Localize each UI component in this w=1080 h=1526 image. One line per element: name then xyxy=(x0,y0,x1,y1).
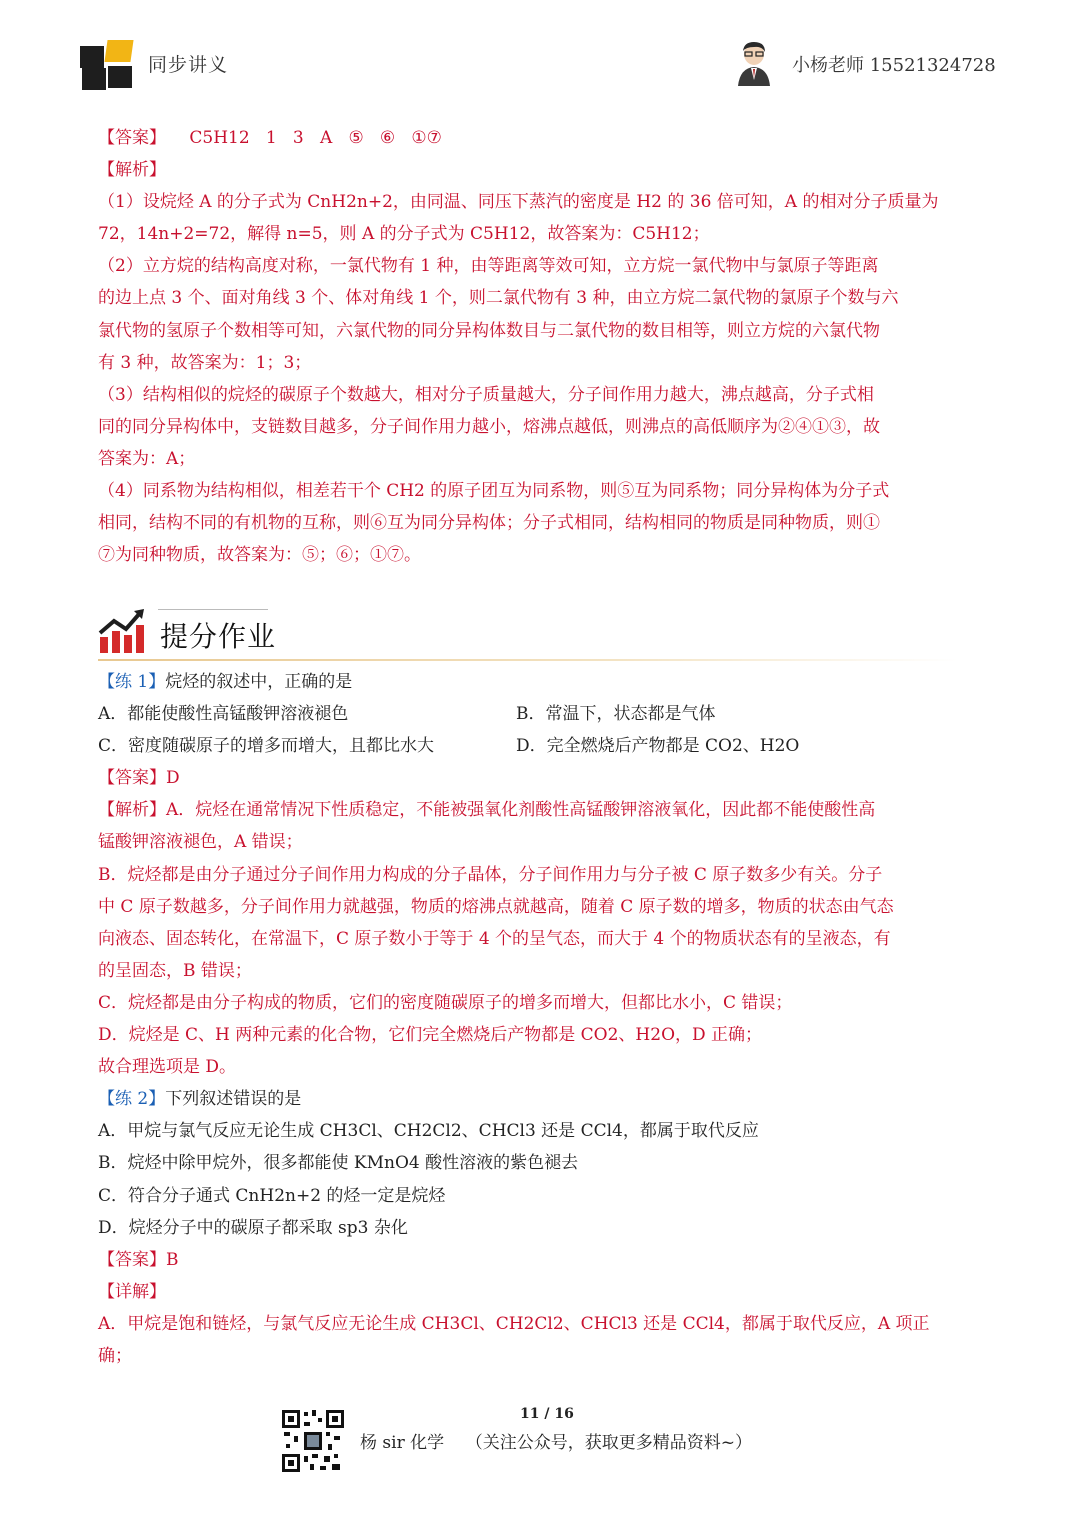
exercise1-option-c: C．密度随碳原子的增多而增大，且都比水大 xyxy=(98,736,435,757)
exercise1-answer-value: D xyxy=(166,768,180,789)
exercise1-analysis-b1: B．烷烃都是由分子通过分子间作用力构成的分子晶体，分子间作用力与分子被 C 原子数多少有关。分子 xyxy=(98,864,883,885)
exercise1-options-row2 xyxy=(98,730,982,762)
exercise1-analysis-b3: 向液态、固态转化，在常温下，C 原子数小于等于 4 个的呈气态，而大于 4 个的物质状态有的呈液态，有 xyxy=(98,928,891,949)
exercise2-answer-value: B xyxy=(166,1249,179,1270)
page-footer xyxy=(0,1400,1080,1480)
exercise1-question xyxy=(98,666,982,698)
exercise1-label: 【练 1】 xyxy=(98,672,166,692)
exercise2-option-a: A．甲烷与氯气反应无论生成 CH3Cl、CH2Cl2、CHCl3 还是 CCl4，都属于取代反应 xyxy=(98,1121,759,1142)
exercise2-detail-label: 【详解】 xyxy=(98,1281,166,1302)
exercise2-option-c: C．符合分子通式 CnH2n+2 的烃一定是烷烃 xyxy=(98,1185,446,1206)
exercise1-options-row1 xyxy=(98,698,982,730)
footer-text: 杨 sir 化学 （关注公众号，获取更多精品资料~） xyxy=(360,1433,752,1453)
exercise1-analysis-b4: 的呈固态，B 错误； xyxy=(98,960,252,981)
teacher-contact: 小杨老师 15521324728 xyxy=(792,55,996,76)
exercise-section xyxy=(98,666,982,1372)
exercise1-analysis-d1: D．烷烃是 C、H 两种元素的化合物，它们完全燃烧后产物都是 CO2、H2O，D 正确； xyxy=(98,1025,763,1046)
exercise1-answer xyxy=(98,762,982,794)
exercise1-analysis-label: 【解析】 xyxy=(98,800,166,821)
analysis-p2-line3: 氯代物的氢原子个数相等可知，六氯代物的同分异构体数目与二氯代物的数目相等，则立方烷的六氯代物 xyxy=(98,320,880,341)
exercise2-option-b: B．烷烃中除甲烷外，很多都能使 KMnO4 酸性溶液的紫色褪去 xyxy=(98,1153,579,1174)
section-title: 提分作业 xyxy=(160,620,277,653)
analysis-p4-line2: 相同，结构不同的有机物的互称，则⑥互为同分异构体；分子式相同，结构相同的物质是同种物质，则① xyxy=(98,513,880,534)
answer-line xyxy=(98,122,982,154)
exercise1-analysis-a1 xyxy=(98,794,982,826)
exercise2-detail-line2: 确； xyxy=(98,1345,132,1366)
analysis-p1-line1: （1）设烷烃 A 的分子式为 CnH2n+2，由同温、同压下蒸汽的密度是 H2 的 36 倍可知，A 的相对分子质量为 xyxy=(98,192,939,213)
page-header xyxy=(0,0,1080,110)
exercise1-question-text: 烷烃的叙述中，正确的是 xyxy=(165,672,353,692)
analysis-p4-line3: ⑦为同种物质，故答案为：⑤；⑥；①⑦。 xyxy=(98,545,421,566)
answer-label: 【答案】 xyxy=(98,128,166,148)
exercise1-analysis-b2: 中 C 原子数越多，分子间作用力就越强，物质的熔沸点就越高，随着 C 原子数的增多，物质的状态由气态 xyxy=(98,896,894,917)
exercise1-option-b: B．常温下，状态都是气体 xyxy=(516,704,716,725)
analysis-p4-line1: （4）同系物为结构相似，相差若干个 CH2 的原子团互为同系物，则⑤互为同系物；同分异构体为分子式 xyxy=(98,481,890,502)
logo-icon xyxy=(80,40,136,90)
analysis-p3-line2: 同的同分异构体中，支链数目越多，分子间作用力越小，熔沸点越低，则沸点的高低顺序为②④①③，故 xyxy=(98,416,880,437)
exercise2-answer xyxy=(98,1244,982,1276)
exercise1-option-d: D．完全燃烧后产物都是 CO2、H2O xyxy=(516,736,800,757)
analysis-p1-line2: 72，14n+2=72，解得 n=5，则 A 的分子式为 C5H12，故答案为：C5H12； xyxy=(98,224,710,245)
exercise2-detail-line1: A．甲烷是饱和链烃，与氯气反应无论生成 CH3Cl、CH2Cl2、CHCl3 还是 CCl4，都属于取代反应，A 项正 xyxy=(98,1313,930,1334)
analysis-label: 【解析】 xyxy=(98,160,166,181)
exercise1-analysis-c1: C．烷烃都是由分子构成的物质，它们的密度随碳原子的增多而增大，但都比水小，C 错误； xyxy=(98,992,793,1013)
analysis-p2-line4: 有 3 种，故答案为：1；3； xyxy=(98,352,312,373)
growth-chart-icon xyxy=(98,607,146,655)
exercise1-analysis-a1-text: A．烷烃在通常情况下性质稳定，不能被强氧化剂酸性高锰酸钾溶液氧化，因此都不能使酸性高 xyxy=(166,800,876,821)
qr-code-icon[interactable] xyxy=(280,1408,346,1474)
exercise2-label: 【练 2】 xyxy=(98,1089,166,1110)
analysis-p2-line2: 的边上点 3 个、面对角线 3 个、体对角线 1 个，则二氯代物有 3 种，由立方烷二氯代物的氯原子个数与六 xyxy=(98,288,899,309)
header-title: 同步讲义 xyxy=(148,54,229,76)
exercise2-answer-label: 【答案】 xyxy=(98,1249,166,1270)
exercise1-option-a: A．都能使酸性高锰酸钾溶液褪色 xyxy=(98,704,349,725)
answer-values: C5H12 1 3 A ⑤ ⑥ ①⑦ xyxy=(189,128,442,148)
exercise2-option-d: D．烷烃分子中的碳原子都采取 sp3 杂化 xyxy=(98,1217,408,1238)
analysis-p3-line1: （3）结构相似的烷烃的碳原子个数越大，相对分子质量越大，分子间作用力越大，沸点越高，分子式相 xyxy=(98,384,874,405)
analysis-p3-line3: 答案为：A； xyxy=(98,448,196,469)
teacher-avatar-icon xyxy=(734,40,774,86)
page-number: 11 / 16 xyxy=(520,1406,574,1422)
exercise2-question-text: 下列叙述错误的是 xyxy=(165,1089,302,1110)
exercise2-question xyxy=(98,1083,982,1115)
analysis-p2-line1: （2）立方烷的结构高度对称，一氯代物有 1 种，由等距离等效可知，立方烷一氯代物中与氯原子等距离 xyxy=(98,256,879,277)
answer-section xyxy=(98,122,982,571)
section-header xyxy=(98,605,958,661)
exercise1-analysis-a2: 锰酸钾溶液褪色，A 错误； xyxy=(98,832,303,853)
exercise1-answer-label: 【答案】 xyxy=(98,768,166,789)
exercise1-conclusion: 故合理选项是 D。 xyxy=(98,1057,237,1078)
